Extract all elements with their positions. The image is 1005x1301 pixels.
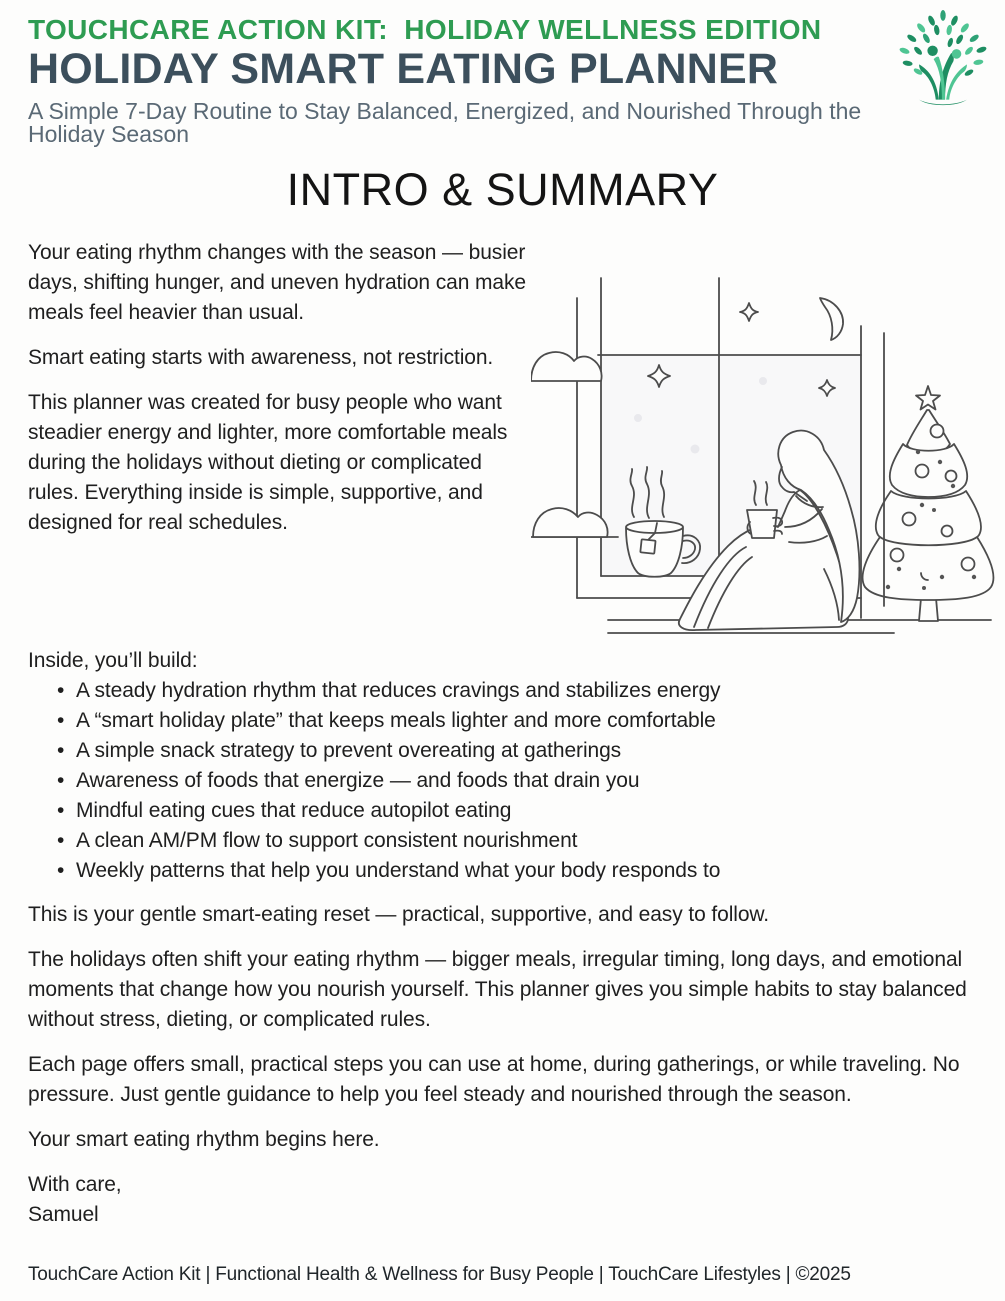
intro-paragraph: Your eating rhythm changes with the season — busier days, shifting hunger, and uneven hydration can make meals feel heavier than usual. <box>28 240 526 324</box>
bullet-item: • A simple snack strategy to prevent overeating at gatherings <box>76 736 977 766</box>
closing-paragraph: This is your gentle smart-eating reset — practical, supportive, and easy to follow. <box>28 902 770 926</box>
cloud-icon <box>531 352 608 537</box>
signoff-name: Samuel <box>28 1202 99 1226</box>
touchcare-tree-logo-icon <box>891 4 995 108</box>
page-title: HOLIDAY SMART EATING PLANNER <box>28 45 779 94</box>
closing-paragraph: The holidays often shift your eating rhythm — bigger meals, irregular timing, long days, and emotional moments that change how you nourish yourself. This planner gives you simple habits to stay balanced without stress, dieting, or complicated rules. <box>28 947 967 1031</box>
intro-text-column <box>28 228 531 644</box>
page-header <box>0 0 1005 147</box>
signoff-line: With care, <box>28 1172 122 1196</box>
logo-leaves <box>899 10 988 77</box>
bullet-item: • A steady hydration rhythm that reduces cravings and stabilizes energy <box>76 676 977 706</box>
intro-paragraph: Smart eating starts with awareness, not restriction. <box>28 345 494 369</box>
tree-star-icon <box>916 386 940 410</box>
cozy-window-illustration <box>531 228 1005 644</box>
page-subtitle: A Simple 7-Day Routine to Stay Balanced, Energized, and Nourished Through the Holiday Season <box>28 97 862 148</box>
kit-eyebrow: TOUCHCARE ACTION KIT: HOLIDAY WELLNESS EDITION <box>28 14 822 45</box>
tea-bag-tag <box>640 539 655 553</box>
bullet-item: • Awareness of foods that energize — and foods that drain you <box>76 766 977 796</box>
page-footer: TouchCare Action Kit | Functional Health & Wellness for Busy People | TouchCare Lifestyles | ©2025 <box>28 1264 851 1285</box>
christmas-tree-icon <box>863 386 994 621</box>
intro-paragraph: This planner was created for busy people who want steadier energy and lighter, more comfortable meals during the holidays without dieting or complicated rules. Everything inside is simple, supportive, and designed for real schedules. <box>28 390 508 534</box>
signoff <box>28 1170 977 1230</box>
build-list <box>28 676 977 886</box>
section-content <box>0 228 1005 1230</box>
list-intro: Inside, you’ll build: <box>28 648 198 672</box>
bullet-item: • Weekly patterns that help you understand what your body responds to <box>76 856 977 886</box>
bullet-item: • A clean AM/PM flow to support consistent nourishment <box>76 826 977 856</box>
bullet-item: • Mindful eating cues that reduce autopilot eating <box>76 796 977 826</box>
closing-paragraph: Your smart eating rhythm begins here. <box>28 1127 380 1151</box>
section-heading: INTRO & SUMMARY <box>286 163 719 215</box>
closing-paragraph: Each page offers small, practical steps you can use at home, during gatherings, or while traveling. No pressure. Just gentle guidance to help you feel steady and nourished through the season. <box>28 1052 960 1106</box>
bullet-item: • A “smart holiday plate” that keeps meals lighter and more comfortable <box>76 706 977 736</box>
crescent-moon-icon <box>820 298 843 340</box>
